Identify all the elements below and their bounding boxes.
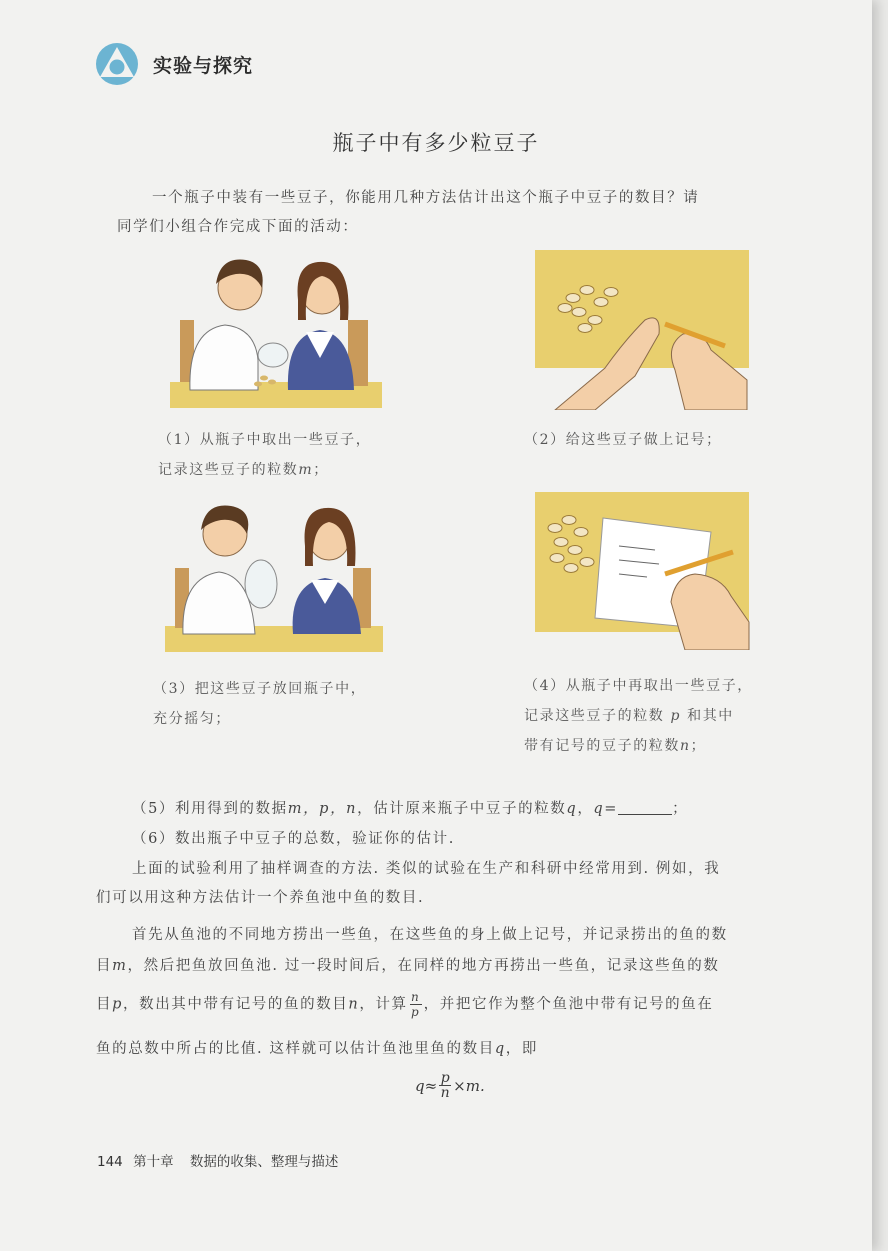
answer-blank[interactable] [618, 800, 672, 815]
p2-text-5: ，计算 [359, 996, 408, 1013]
section-title: 实验与探究 [153, 54, 254, 77]
p2-text: 目 [96, 958, 113, 974]
para-1-line-2: 们可以用这种方法估计一个养鱼池中鱼的数目. [96, 890, 425, 906]
step-1-line-2 [158, 456, 329, 485]
triangle-circle-logo-icon [95, 42, 139, 86]
step-5-text-2: ，估计原来瓶子中豆子的粒数 [357, 801, 567, 817]
step-4-line-1: （4）从瓶子中再取出一些豆子， [524, 678, 753, 694]
para-2-line-3 [96, 990, 713, 1020]
var-p-2: p [112, 996, 123, 1013]
step-6: （6）数出瓶子中豆子的总数，验证你的估计. [132, 831, 455, 847]
step-1-text: 记录这些豆子的粒数 [158, 462, 299, 478]
intro-line-1: 一个瓶子中装有一些豆子，你能用几种方法估计出这个瓶子中豆子的数目？请 [152, 190, 700, 206]
step-5-vars: m，p，n [287, 801, 358, 817]
step-5-end: ； [672, 801, 689, 817]
estimation-formula [415, 1071, 485, 1100]
step-4-end: ； [690, 738, 707, 754]
para-2-line-4 [96, 1035, 538, 1064]
p2-text-2: ，然后把鱼放回鱼池. 过一段时间后，在同样的地方再捞出一些鱼，记录这些鱼的数 [127, 958, 720, 974]
var-q-2: q [494, 1041, 506, 1057]
formula-den: n [440, 1085, 450, 1101]
illustration-mark-beans [535, 250, 751, 410]
var-m-2: m [112, 958, 128, 974]
illustration-return-beans [165, 494, 385, 654]
step-4-text-2: 和其中 [687, 708, 734, 724]
intro-line-2: 同学们小组合作完成下面的活动： [117, 219, 359, 235]
step-5-text: （5）利用得到的数据 [132, 801, 288, 817]
p2-text-7: 鱼的总数中所占的比值. 这样就可以估计鱼池里鱼的数目 [96, 1041, 495, 1057]
p2-text-3: 目 [96, 996, 113, 1013]
para-2-line-2 [96, 952, 719, 981]
var-p: p [670, 708, 682, 724]
frac-num: n [411, 990, 421, 1004]
section-header [95, 42, 253, 86]
var-n-2: n [348, 996, 360, 1013]
para-1-line-1: 上面的试验利用了抽样调查的方法. 类似的试验在生产和科研中经常用到. 例如，我 [132, 861, 721, 877]
step-2-line-1: （2）给这些豆子做上记号； [524, 432, 722, 448]
formula-rhs: ×m. [453, 1076, 485, 1095]
step-5 [132, 795, 688, 824]
page-number: 144 [97, 1154, 123, 1170]
step-4-text-3: 带有记号的豆子的粒数 [524, 738, 680, 754]
page-title: 瓶子中有多少粒豆子 [332, 131, 540, 155]
step-3-line-2: 充分摇匀； [153, 711, 231, 727]
formula-num: p [440, 1070, 450, 1086]
para-2-line-1: 首先从鱼池的不同地方捞出一些鱼，在这些鱼的身上做上记号，并记录捞出的鱼的数 [132, 927, 728, 943]
frac-den: p [411, 1005, 421, 1019]
p2-text-6: ，并把它作为整个鱼池中带有记号的鱼在 [423, 996, 714, 1013]
formula-lhs: q≈ [415, 1076, 438, 1095]
p2-text-8: ，即 [505, 1041, 538, 1057]
step-3-line-1: （3）把这些豆子放回瓶子中， [153, 681, 367, 697]
step-4-line-2 [524, 702, 734, 731]
var-q: q [566, 801, 578, 817]
page-footer [97, 1150, 338, 1170]
step-4-text: 记录这些豆子的粒数 [524, 708, 665, 724]
step-4-line-3 [524, 732, 706, 761]
var-n: n [680, 738, 691, 754]
chapter-label: 第十章 [133, 1154, 174, 1170]
fraction-n-over-p [410, 990, 422, 1019]
var-m: m [298, 462, 314, 478]
illustration-take-beans [170, 250, 385, 410]
step-5-comma: ， [577, 801, 594, 817]
p2-text-4: ，数出其中带有记号的鱼的数目 [123, 996, 349, 1013]
chapter-title: 数据的收集、整理与描述 [189, 1154, 339, 1170]
step-1-line-1: （1）从瓶子中取出一些豆子， [158, 432, 372, 448]
formula-fraction [439, 1071, 451, 1100]
q-equals: q= [593, 801, 619, 817]
illustration-record-beans [535, 492, 751, 650]
step-1-end: ； [313, 462, 329, 478]
